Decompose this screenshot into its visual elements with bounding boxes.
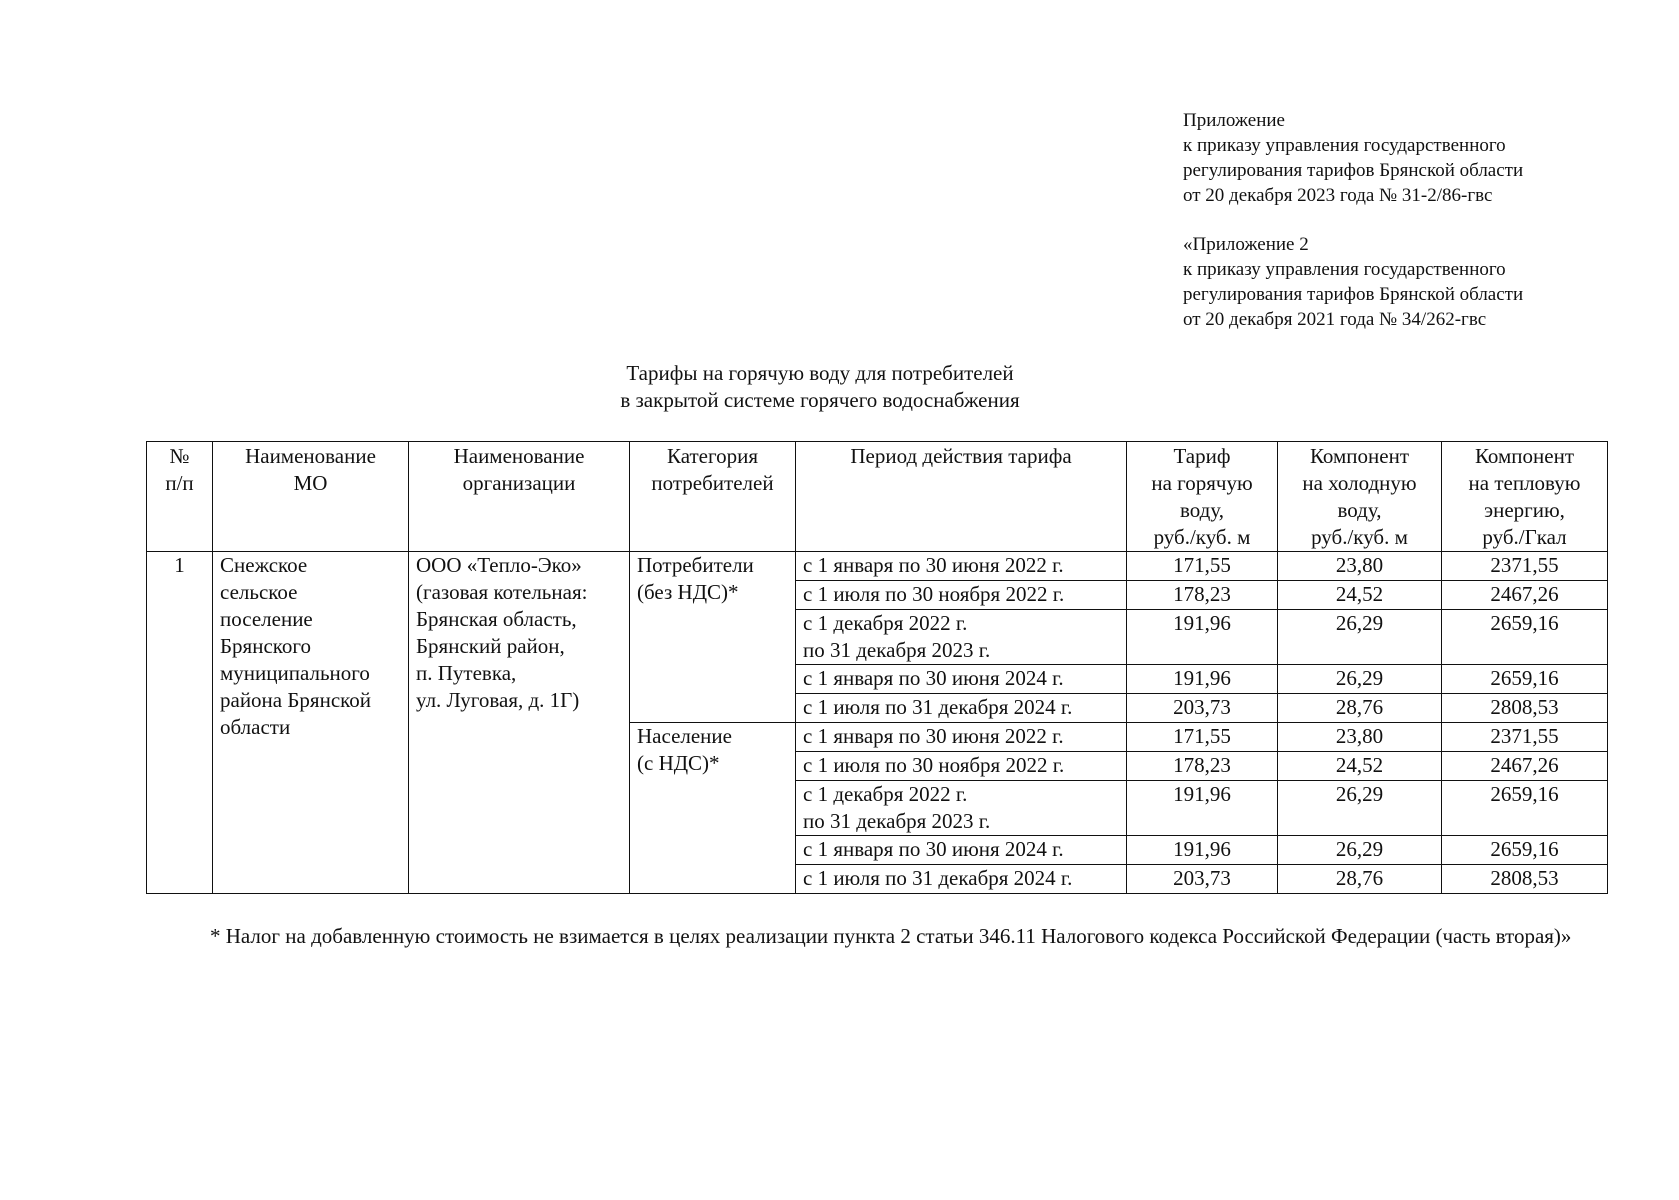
mo-line: сельское bbox=[220, 580, 298, 604]
appendix-header bbox=[1183, 108, 1523, 332]
period-line: по 31 декабря 2023 г. bbox=[803, 809, 991, 833]
header-text: энергию, bbox=[1484, 498, 1565, 522]
appendix-line: Приложение bbox=[1183, 110, 1285, 131]
cold-water-cell: 24,52 bbox=[1278, 752, 1442, 781]
org-line: (газовая котельная: bbox=[416, 580, 588, 604]
header-text: воду, bbox=[1337, 498, 1382, 522]
appendix-line: к приказу управления государственного bbox=[1183, 259, 1506, 280]
period-cell: с 1 июля по 30 ноября 2022 г. bbox=[796, 581, 1127, 610]
header-text: организации bbox=[462, 471, 576, 495]
org-line: Брянская область, bbox=[416, 607, 577, 631]
appendix-line: «Приложение 2 bbox=[1183, 234, 1309, 255]
appendix-line: от 20 декабря 2021 года № 34/262-гвс bbox=[1183, 309, 1487, 330]
tariff-cell: 191,96 bbox=[1127, 836, 1278, 865]
category-line: Потребители bbox=[637, 553, 754, 577]
category-cell bbox=[630, 552, 796, 723]
cold-water-cell: 23,80 bbox=[1278, 723, 1442, 752]
appendix-block-1 bbox=[1183, 108, 1523, 208]
category-line: Население bbox=[637, 724, 732, 748]
header-num bbox=[147, 442, 213, 552]
cold-water-cell: 26,29 bbox=[1278, 781, 1442, 836]
appendix-line: от 20 декабря 2023 года № 31-2/86-гвс bbox=[1183, 185, 1493, 206]
cold-water-cell: 24,52 bbox=[1278, 581, 1442, 610]
header-text: МО bbox=[293, 471, 328, 495]
period-line: с 1 декабря 2022 г. bbox=[803, 611, 968, 635]
header-org bbox=[409, 442, 630, 552]
tariff-cell: 203,73 bbox=[1127, 694, 1278, 723]
cold-water-cell: 28,76 bbox=[1278, 865, 1442, 894]
mo-name-cell bbox=[213, 552, 409, 894]
title-line: Тарифы на горячую воду для потребителей bbox=[626, 361, 1014, 385]
mo-line: Снежское bbox=[220, 553, 308, 577]
cold-water-cell: 23,80 bbox=[1278, 552, 1442, 581]
header-text: руб./куб. м bbox=[1311, 525, 1408, 549]
cold-water-cell: 26,29 bbox=[1278, 665, 1442, 694]
heat-energy-cell: 2659,16 bbox=[1442, 781, 1608, 836]
heat-energy-cell: 2808,53 bbox=[1442, 694, 1608, 723]
period-cell: с 1 июля по 31 декабря 2024 г. bbox=[796, 865, 1127, 894]
header-text: Тариф bbox=[1173, 444, 1231, 468]
spacer bbox=[1183, 208, 1523, 232]
cold-water-cell: 26,29 bbox=[1278, 836, 1442, 865]
heat-energy-cell: 2467,26 bbox=[1442, 581, 1608, 610]
header-text: на тепловую bbox=[1468, 471, 1581, 495]
heat-energy-cell: 2659,16 bbox=[1442, 665, 1608, 694]
table-header bbox=[147, 442, 1608, 552]
org-line: ООО «Тепло-Эко» bbox=[416, 553, 582, 577]
appendix-line: к приказу управления государственного bbox=[1183, 135, 1506, 156]
appendix-line: регулирования тарифов Брянской области bbox=[1183, 284, 1524, 305]
header-row bbox=[147, 442, 1608, 552]
cold-water-cell: 28,76 bbox=[1278, 694, 1442, 723]
header-cold-water bbox=[1278, 442, 1442, 552]
table-body bbox=[147, 552, 1608, 894]
header-text: № bbox=[169, 444, 190, 468]
header-text: Категория bbox=[667, 444, 758, 468]
tariff-cell: 171,55 bbox=[1127, 723, 1278, 752]
period-line: с 1 декабря 2022 г. bbox=[803, 782, 968, 806]
heat-energy-cell: 2808,53 bbox=[1442, 865, 1608, 894]
org-line: ул. Луговая, д. 1Г) bbox=[416, 688, 580, 712]
period-cell: с 1 января по 30 июня 2024 г. bbox=[796, 836, 1127, 865]
appendix-block-2 bbox=[1183, 232, 1523, 332]
header-text: руб./Гкал bbox=[1482, 525, 1567, 549]
heat-energy-cell: 2371,55 bbox=[1442, 723, 1608, 752]
heat-energy-cell: 2467,26 bbox=[1442, 752, 1608, 781]
period-cell: с 1 января по 30 июня 2024 г. bbox=[796, 665, 1127, 694]
period-cell: с 1 января по 30 июня 2022 г. bbox=[796, 723, 1127, 752]
header-text: Компонент bbox=[1474, 444, 1575, 468]
mo-line: Брянского bbox=[220, 634, 312, 658]
header-period bbox=[796, 442, 1127, 552]
period-cell bbox=[796, 610, 1127, 665]
org-line: Брянский район, bbox=[416, 634, 565, 658]
title-line: в закрытой системе горячего водоснабжения bbox=[620, 388, 1020, 412]
header-text: воду, bbox=[1180, 498, 1224, 522]
org-line: п. Путевка, bbox=[416, 661, 517, 685]
heat-energy-cell: 2659,16 bbox=[1442, 836, 1608, 865]
period-cell: с 1 июля по 31 декабря 2024 г. bbox=[796, 694, 1127, 723]
period-cell bbox=[796, 781, 1127, 836]
period-line: по 31 декабря 2023 г. bbox=[803, 638, 991, 662]
header-text: потребителей bbox=[651, 471, 774, 495]
table-row bbox=[147, 552, 1608, 581]
tariff-cell: 178,23 bbox=[1127, 581, 1278, 610]
header-text: Наименование bbox=[453, 444, 585, 468]
mo-line: поселение bbox=[220, 607, 313, 631]
header-text: п/п bbox=[165, 471, 194, 495]
header-mo bbox=[213, 442, 409, 552]
heat-energy-cell: 2659,16 bbox=[1442, 610, 1608, 665]
org-name-cell bbox=[409, 552, 630, 894]
tariff-cell: 171,55 bbox=[1127, 552, 1278, 581]
row-number: 1 bbox=[147, 552, 213, 894]
header-tariff bbox=[1127, 442, 1278, 552]
tariff-cell: 203,73 bbox=[1127, 865, 1278, 894]
tariff-cell: 191,96 bbox=[1127, 610, 1278, 665]
header-text: Наименование bbox=[245, 444, 376, 468]
document-title bbox=[560, 360, 1080, 414]
tariffs-table bbox=[146, 441, 1608, 894]
tariff-cell: 191,96 bbox=[1127, 781, 1278, 836]
tariff-cell: 191,96 bbox=[1127, 665, 1278, 694]
header-text: Компонент bbox=[1309, 444, 1410, 468]
header-text: на горячую bbox=[1151, 471, 1253, 495]
mo-line: муниципального bbox=[220, 661, 370, 685]
header-heat-energy bbox=[1442, 442, 1608, 552]
header-text: на холодную bbox=[1302, 471, 1417, 495]
category-cell bbox=[630, 723, 796, 894]
category-line: (без НДС)* bbox=[637, 580, 739, 604]
appendix-line: регулирования тарифов Брянской области bbox=[1183, 160, 1524, 181]
heat-energy-cell: 2371,55 bbox=[1442, 552, 1608, 581]
mo-line: района Брянской bbox=[220, 688, 372, 712]
cold-water-cell: 26,29 bbox=[1278, 610, 1442, 665]
tariff-cell: 178,23 bbox=[1127, 752, 1278, 781]
mo-line: области bbox=[220, 715, 291, 739]
category-line: (с НДС)* bbox=[637, 751, 720, 775]
header-category bbox=[630, 442, 796, 552]
vat-footnote: * Налог на добавленную стоимость не взимается в целях реализации пункта 2 статьи 346.11 Налогового кодекса Российской Федерации (часть вторая)» bbox=[210, 924, 1572, 948]
period-cell: с 1 июля по 30 ноября 2022 г. bbox=[796, 752, 1127, 781]
period-cell: с 1 января по 30 июня 2022 г. bbox=[796, 552, 1127, 581]
header-text: Период действия тарифа bbox=[850, 444, 1072, 468]
header-text: руб./куб. м bbox=[1153, 525, 1251, 549]
